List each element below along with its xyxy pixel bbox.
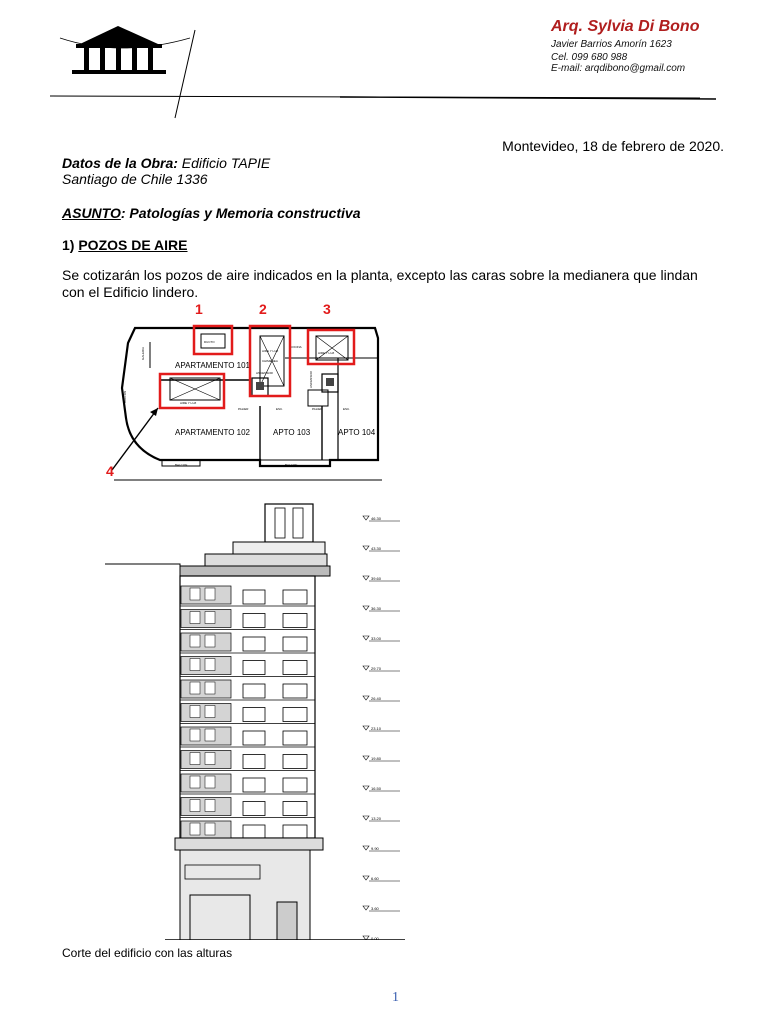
window-pane [190, 659, 200, 671]
level-label: 43.30 [371, 546, 382, 551]
plan-small-label: ESC. [343, 407, 351, 411]
asunto-text: : Patologías y Memoria constructiva [120, 205, 361, 221]
marker-4: 4 [106, 463, 114, 479]
level-label: 16.50 [371, 786, 382, 791]
floor-right-window [283, 802, 307, 816]
building-section [105, 500, 415, 940]
window-pane [190, 729, 200, 741]
window-pane [205, 612, 215, 624]
level-label: 6.60 [371, 876, 379, 881]
window-pane [205, 776, 215, 788]
marker-1: 1 [195, 301, 203, 317]
architect-email: E-mail: arqdibono@gmail.com [551, 63, 686, 74]
window-pane [205, 635, 215, 647]
letter-date: Montevideo, 18 de febrero de 2020. [502, 138, 724, 154]
figure-caption: Corte del edificio con las alturas [62, 946, 233, 960]
header-logo [40, 18, 210, 128]
plan-small-label: AIRE Y LUZ [318, 351, 335, 355]
obra-address: Santiago de Chile 1336 [62, 171, 208, 187]
level-label: 0.00 [371, 936, 379, 940]
plan-small-label: ASCENSOR [309, 371, 313, 388]
plan-small-label: COCINA [290, 345, 302, 349]
level-marker-icon [363, 666, 369, 670]
architect-phone: Cel. 099 680 988 [551, 52, 628, 63]
level-label: 26.40 [371, 696, 382, 701]
marker-3: 3 [323, 301, 331, 317]
level-marker-icon [363, 816, 369, 820]
window-pane [205, 823, 215, 835]
floor-mid-window [243, 802, 265, 816]
window-pane [205, 706, 215, 718]
floor-mid-window [243, 637, 265, 651]
level-marker-icon [363, 606, 369, 610]
level-marker-icon [363, 786, 369, 790]
floors-group [180, 586, 315, 841]
floor-right-window [283, 614, 307, 628]
plan-small-label: BALCON [285, 463, 298, 467]
floor-right-window [283, 684, 307, 698]
window-pane [205, 588, 215, 600]
plan-small-label: AIRE Y LUZ [262, 349, 279, 353]
level-label: 39.60 [371, 576, 382, 581]
level-label: 36.30 [371, 606, 382, 611]
floor-mid-window [243, 684, 265, 698]
window-pane [190, 682, 200, 694]
level-marker-icon [363, 846, 369, 850]
level-marker-icon [363, 516, 369, 520]
window-pane [190, 706, 200, 718]
floor-mid-window [243, 731, 265, 745]
window-pane [190, 635, 200, 647]
obra-name: Edificio TAPIE [177, 155, 271, 171]
plan-small-label: DUCTO [204, 340, 215, 344]
asunto-line [62, 205, 360, 221]
plan-small-label: PALIER [312, 407, 323, 411]
plan-small-label: PALIER [238, 407, 249, 411]
window-pane [205, 753, 215, 765]
body-paragraph: Se cotizarán los pozos de aire indicados en la planta, excepto las caras sobre la medianera que lindan con el Edificio lindero. [62, 267, 698, 300]
floor-mid-window [243, 661, 265, 675]
level-label: 9.90 [371, 846, 379, 851]
window-pane [205, 800, 215, 812]
floor-right-window [283, 590, 307, 604]
level-label: 3.60 [371, 906, 379, 911]
level-marker-icon [363, 576, 369, 580]
floor-right-window [283, 731, 307, 745]
level-marker-icon [363, 726, 369, 730]
window-pane [190, 800, 200, 812]
section-number: 1) [62, 237, 75, 253]
floor-right-window [283, 637, 307, 651]
plan-small-label: BALCON [175, 463, 188, 467]
window-pane [205, 659, 215, 671]
floor-right-window [283, 708, 307, 722]
window-pane [205, 682, 215, 694]
section-heading [62, 237, 188, 253]
marker-2: 2 [259, 301, 267, 317]
level-marker-icon [363, 636, 369, 640]
plan-small-label: CHIMENEA [262, 359, 278, 363]
floor-mid-window [243, 825, 265, 839]
window-pane [190, 753, 200, 765]
plan-small-label: GALERIA [141, 346, 145, 360]
level-label: 13.20 [371, 816, 382, 821]
plan-small-label: BALCON [123, 390, 127, 403]
page-number: 1 [392, 990, 399, 1005]
window-pane [190, 823, 200, 835]
level-marker-icon [363, 696, 369, 700]
room-label: APARTAMENTO 101 [175, 361, 250, 370]
level-marker-icon [363, 546, 369, 550]
level-marker-icon [363, 876, 369, 880]
asunto-label: ASUNTO [62, 205, 121, 221]
window-pane [190, 612, 200, 624]
floor-mid-window [243, 708, 265, 722]
obra-heading [62, 155, 270, 171]
room-label: APTO 104 [338, 428, 376, 437]
floor-mid-window [243, 778, 265, 792]
floor-mid-window [243, 614, 265, 628]
plan-small-label: ESC. [276, 407, 284, 411]
level-label: 19.80 [371, 756, 382, 761]
architect-name: Arq. Sylvia Di Bono [551, 18, 700, 35]
obra-label: Datos de la Obra: [62, 155, 178, 171]
plan-small-label: AIRE Y LUZ [180, 401, 197, 405]
level-marker-icon [363, 756, 369, 760]
floor-right-window [283, 778, 307, 792]
level-label: 23.10 [371, 726, 382, 731]
floor-mid-window [243, 590, 265, 604]
window-pane [190, 588, 200, 600]
room-label: APTO 103 [273, 428, 311, 437]
window-pane [205, 729, 215, 741]
window-pane [190, 776, 200, 788]
floor-plan [100, 298, 390, 488]
architect-address: Javier Barrios Amorín 1623 [551, 39, 672, 50]
floor-right-window [283, 825, 307, 839]
levels-group [363, 516, 400, 940]
plan-small-label: ASCENSOR [256, 371, 273, 375]
level-label: 33.00 [371, 636, 382, 641]
room-label: APARTAMENTO 102 [175, 428, 250, 437]
level-marker-icon [363, 906, 369, 910]
header-rule [40, 90, 720, 102]
floor-right-window [283, 755, 307, 769]
floor-right-window [283, 661, 307, 675]
section-title: POZOS DE AIRE [78, 237, 188, 253]
level-label: 46.30 [371, 516, 382, 521]
level-label: 29.70 [371, 666, 382, 671]
floor-mid-window [243, 755, 265, 769]
